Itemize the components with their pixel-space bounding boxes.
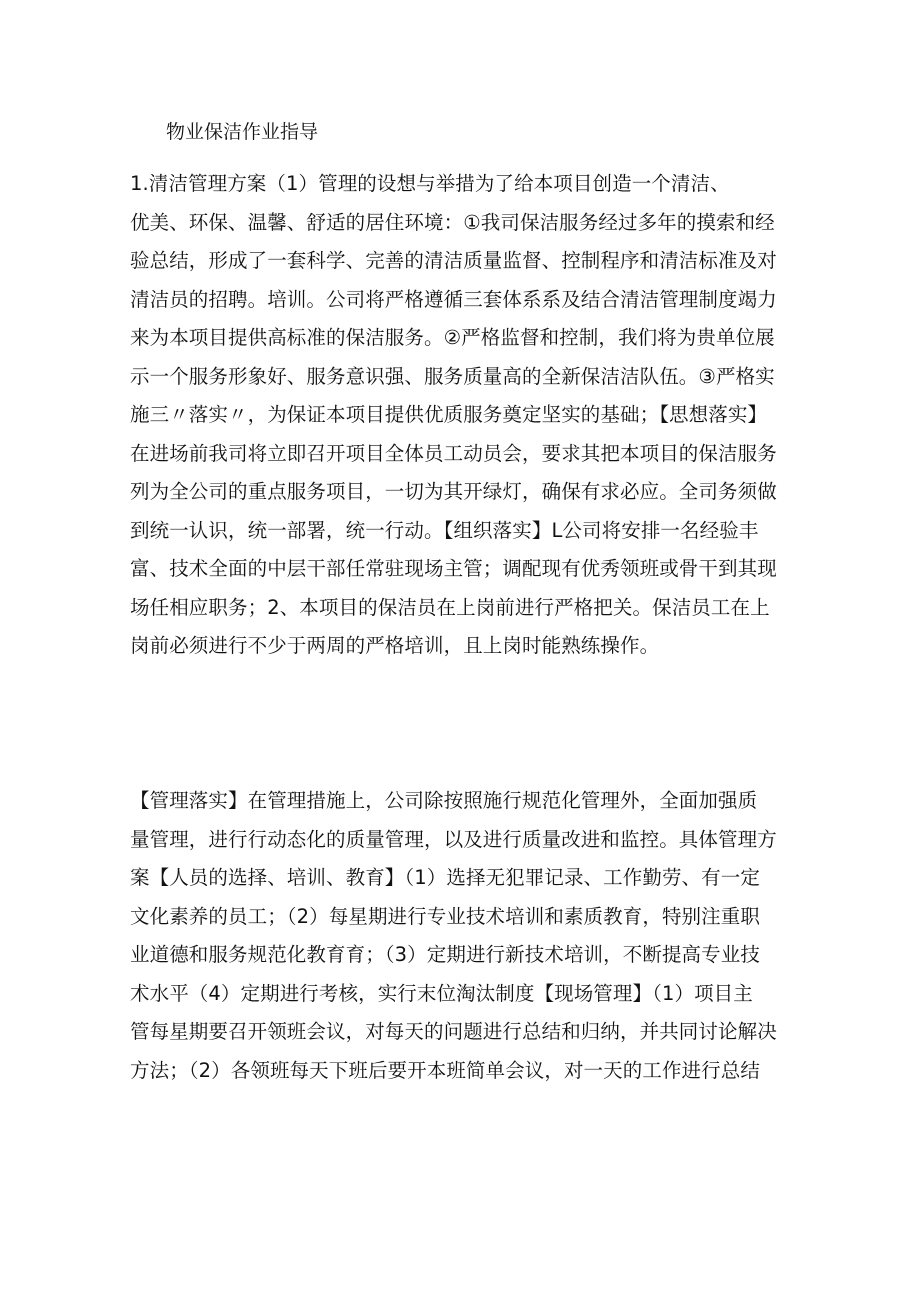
text-line: 场任相应职务；2、本项目的保洁员在上岗前进行严格把关。保洁员工在上 [130, 595, 770, 619]
text-line: 文化素养的员工；（2）每星期进行专业技术培训和素质教育，特别注重职 [130, 904, 760, 928]
text-line: 验总结，形成了一套科学、完善的清洁质量监督、控制程序和清洁标准及对 [130, 249, 777, 272]
paragraph-management [130, 782, 810, 1090]
text-line: 来为本项目提供高标准的保洁服务。②严格监督和控制，我们将为贵单位展 [130, 326, 775, 349]
text-line: 示一个服务形象好、服务意识强、服务质量高的全新保洁洁队伍。③严格实 [130, 364, 775, 388]
text-line: 富、技术全面的中层干部任常驻现场主管；调配现有优秀领班或骨干到其现 [130, 557, 777, 580]
document-title: 物业保洁作业指导 [166, 121, 319, 143]
text-line: 案【人员的选择、培训、教育】（1）选择无犯罪记录、工作勤劳、有一定 [130, 866, 760, 889]
text-line: 【管理落实】在管理措施上，公司除按照施行规范化管理外，全面加强质 [130, 789, 758, 812]
text-line: 量管理，进行行动态化的质量管理，以及进行质量改进和监控。具体管理方 [130, 827, 777, 851]
text-line: 业道德和服务规范化教育育；（3）定期进行新技术培训，不断提高专业技 [130, 943, 760, 966]
text-line: 岗前必须进行不少于两周的严格培训，且上岗时能熟练操作。 [130, 634, 660, 657]
paragraph-cleaning-plan [130, 165, 810, 666]
text-line: 在进场前我司将立即召开项目全体员工动员会，要求其把本项目的保洁服务 [130, 441, 777, 465]
text-line: 施三〃落实〃，为保证本项目提供优质服务奠定坚实的基础；【思想落实】 [130, 403, 768, 426]
text-line: 1.清洁管理方案（1）管理的设想与举措为了给本项目创造一个清洁、 [130, 172, 730, 195]
text-line: 优美、环保、温馨、舒适的居住环境：①我司保洁服务经过多年的摸索和经 [130, 210, 775, 234]
text-line: 到统一认识，统一部署，统一行动。【组织落实】L公司将安排一名经验丰 [130, 518, 759, 542]
text-line: 术水平（4）定期进行考核，实行末位淘汰制度【现场管理】（1）项目主 [130, 981, 753, 1005]
text-line: 列为全公司的重点服务项目，一切为其开绿灯，确保有求必应。全司务须做 [130, 480, 777, 503]
text-line: 方法；（2）各领班每天下班后要开本班简单会议，对一天的工作进行总结 [130, 1058, 760, 1082]
text-line: 清洁员的招聘。培训。公司将严格遵循三套体系系及结合清洁管理制度竭力 [130, 287, 777, 311]
text-line: 管每星期要召开领班会议，对每天的问题进行总结和归纳，并共同讨论解决 [130, 1020, 777, 1043]
